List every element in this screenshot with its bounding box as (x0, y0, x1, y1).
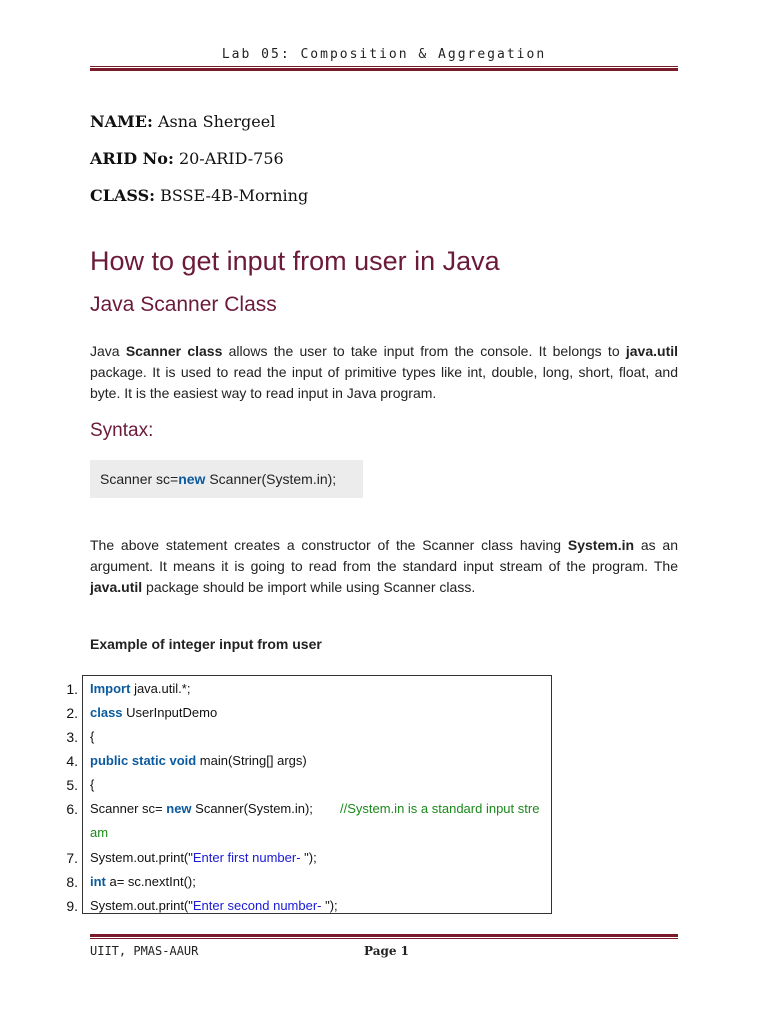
class-label: CLASS: (90, 186, 156, 205)
arid-line (90, 149, 284, 168)
explanation-paragraph (90, 535, 678, 598)
line-number: 4. (66, 753, 78, 769)
expl-text-1: The above statement creates a constructor of the Scanner class having (90, 537, 568, 553)
intro-bold-2: java.util (625, 343, 679, 359)
code-line (0, 797, 560, 821)
code-line (0, 821, 560, 845)
code-line (0, 725, 560, 749)
code-keyword: int (90, 874, 106, 889)
class-line (90, 186, 308, 205)
syntax-keyword: new (178, 471, 206, 487)
footer-institution: UIIT, PMAS-AAUR (90, 944, 199, 958)
code-keyword: Import (90, 681, 131, 696)
code-line (0, 773, 560, 797)
line-number: 3. (66, 729, 78, 745)
code-text: Scanner(System.in); (191, 801, 313, 816)
footer-rule-thin (90, 938, 678, 939)
code-line (0, 677, 560, 701)
arid-value: 20-ARID-756 (178, 149, 284, 168)
code-line (0, 846, 560, 870)
footer-rule-thick (90, 934, 678, 937)
code-text: System.out.print(" (90, 898, 193, 913)
expl-bold-1: System.in (567, 537, 635, 553)
code-comment: //System.in is a standard input stre (340, 801, 540, 816)
code-text: a= sc.nextInt(); (105, 874, 196, 889)
syntax-pre: Scanner sc= (100, 471, 179, 487)
syntax-code-box (90, 460, 363, 498)
expl-text-2: as an argument. It means it is going to read from the standard input stream of the program. The (90, 537, 678, 574)
line-number: 2. (66, 705, 78, 721)
line-number: 9. (66, 898, 78, 914)
footer-page-number: Page 1 (364, 944, 410, 958)
code-line (0, 870, 560, 894)
header-rule-thin (90, 66, 678, 67)
code-text: main(String[] args) (196, 753, 307, 768)
code-comment: am (90, 825, 109, 840)
line-number: 7. (66, 850, 78, 866)
code-line (0, 749, 560, 773)
code-text: { (90, 729, 95, 744)
name-label: NAME: (90, 112, 153, 131)
heading-scanner-class: Java Scanner Class (90, 293, 277, 316)
code-line (0, 894, 560, 918)
code-text: Scanner sc= (90, 801, 167, 816)
header-rule-thick (90, 68, 678, 71)
intro-text-1: Java (90, 343, 126, 359)
syntax-post: Scanner(System.in); (205, 471, 337, 487)
expl-text-3: package should be import while using Scanner class. (142, 579, 476, 595)
intro-bold-1: Scanner class (125, 343, 223, 359)
code-text: { (90, 777, 95, 792)
code-keyword: new (166, 801, 192, 816)
intro-paragraph (90, 341, 678, 404)
line-number: 6. (66, 801, 78, 817)
code-text: UserInputDemo (122, 705, 218, 720)
code-string: Enter first number- (192, 850, 305, 865)
code-text: System.out.print(" (90, 850, 193, 865)
line-number: 5. (66, 777, 78, 793)
line-number: 8. (66, 874, 78, 890)
name-value: Asna Shergeel (157, 112, 276, 131)
code-text: "); (304, 850, 317, 865)
page-header-title: Lab 05: Composition & Aggregation (221, 47, 547, 62)
intro-text-3: package. It is used to read the input of primitive types like int, double, long, short, float, and byte. It is the easiest way to read input in Java program. (90, 364, 678, 401)
code-keyword: public static void (90, 753, 197, 768)
code-line (0, 701, 560, 725)
arid-label: ARID No: (90, 149, 174, 168)
heading-main: How to get input from user in Java (90, 246, 500, 276)
code-keyword: class (90, 705, 123, 720)
example-heading: Example of integer input from user (90, 636, 322, 652)
code-text: "); (325, 898, 338, 913)
heading-syntax: Syntax: (90, 420, 154, 441)
class-value: BSSE-4B-Morning (160, 186, 309, 205)
expl-bold-2: java.util (90, 579, 143, 595)
code-string: Enter second number- (192, 898, 326, 913)
intro-text-2: allows the user to take input from the console. It belongs to (222, 343, 626, 359)
code-text: java.util.*; (130, 681, 191, 696)
name-line (90, 112, 275, 131)
line-number: 1. (66, 681, 78, 697)
